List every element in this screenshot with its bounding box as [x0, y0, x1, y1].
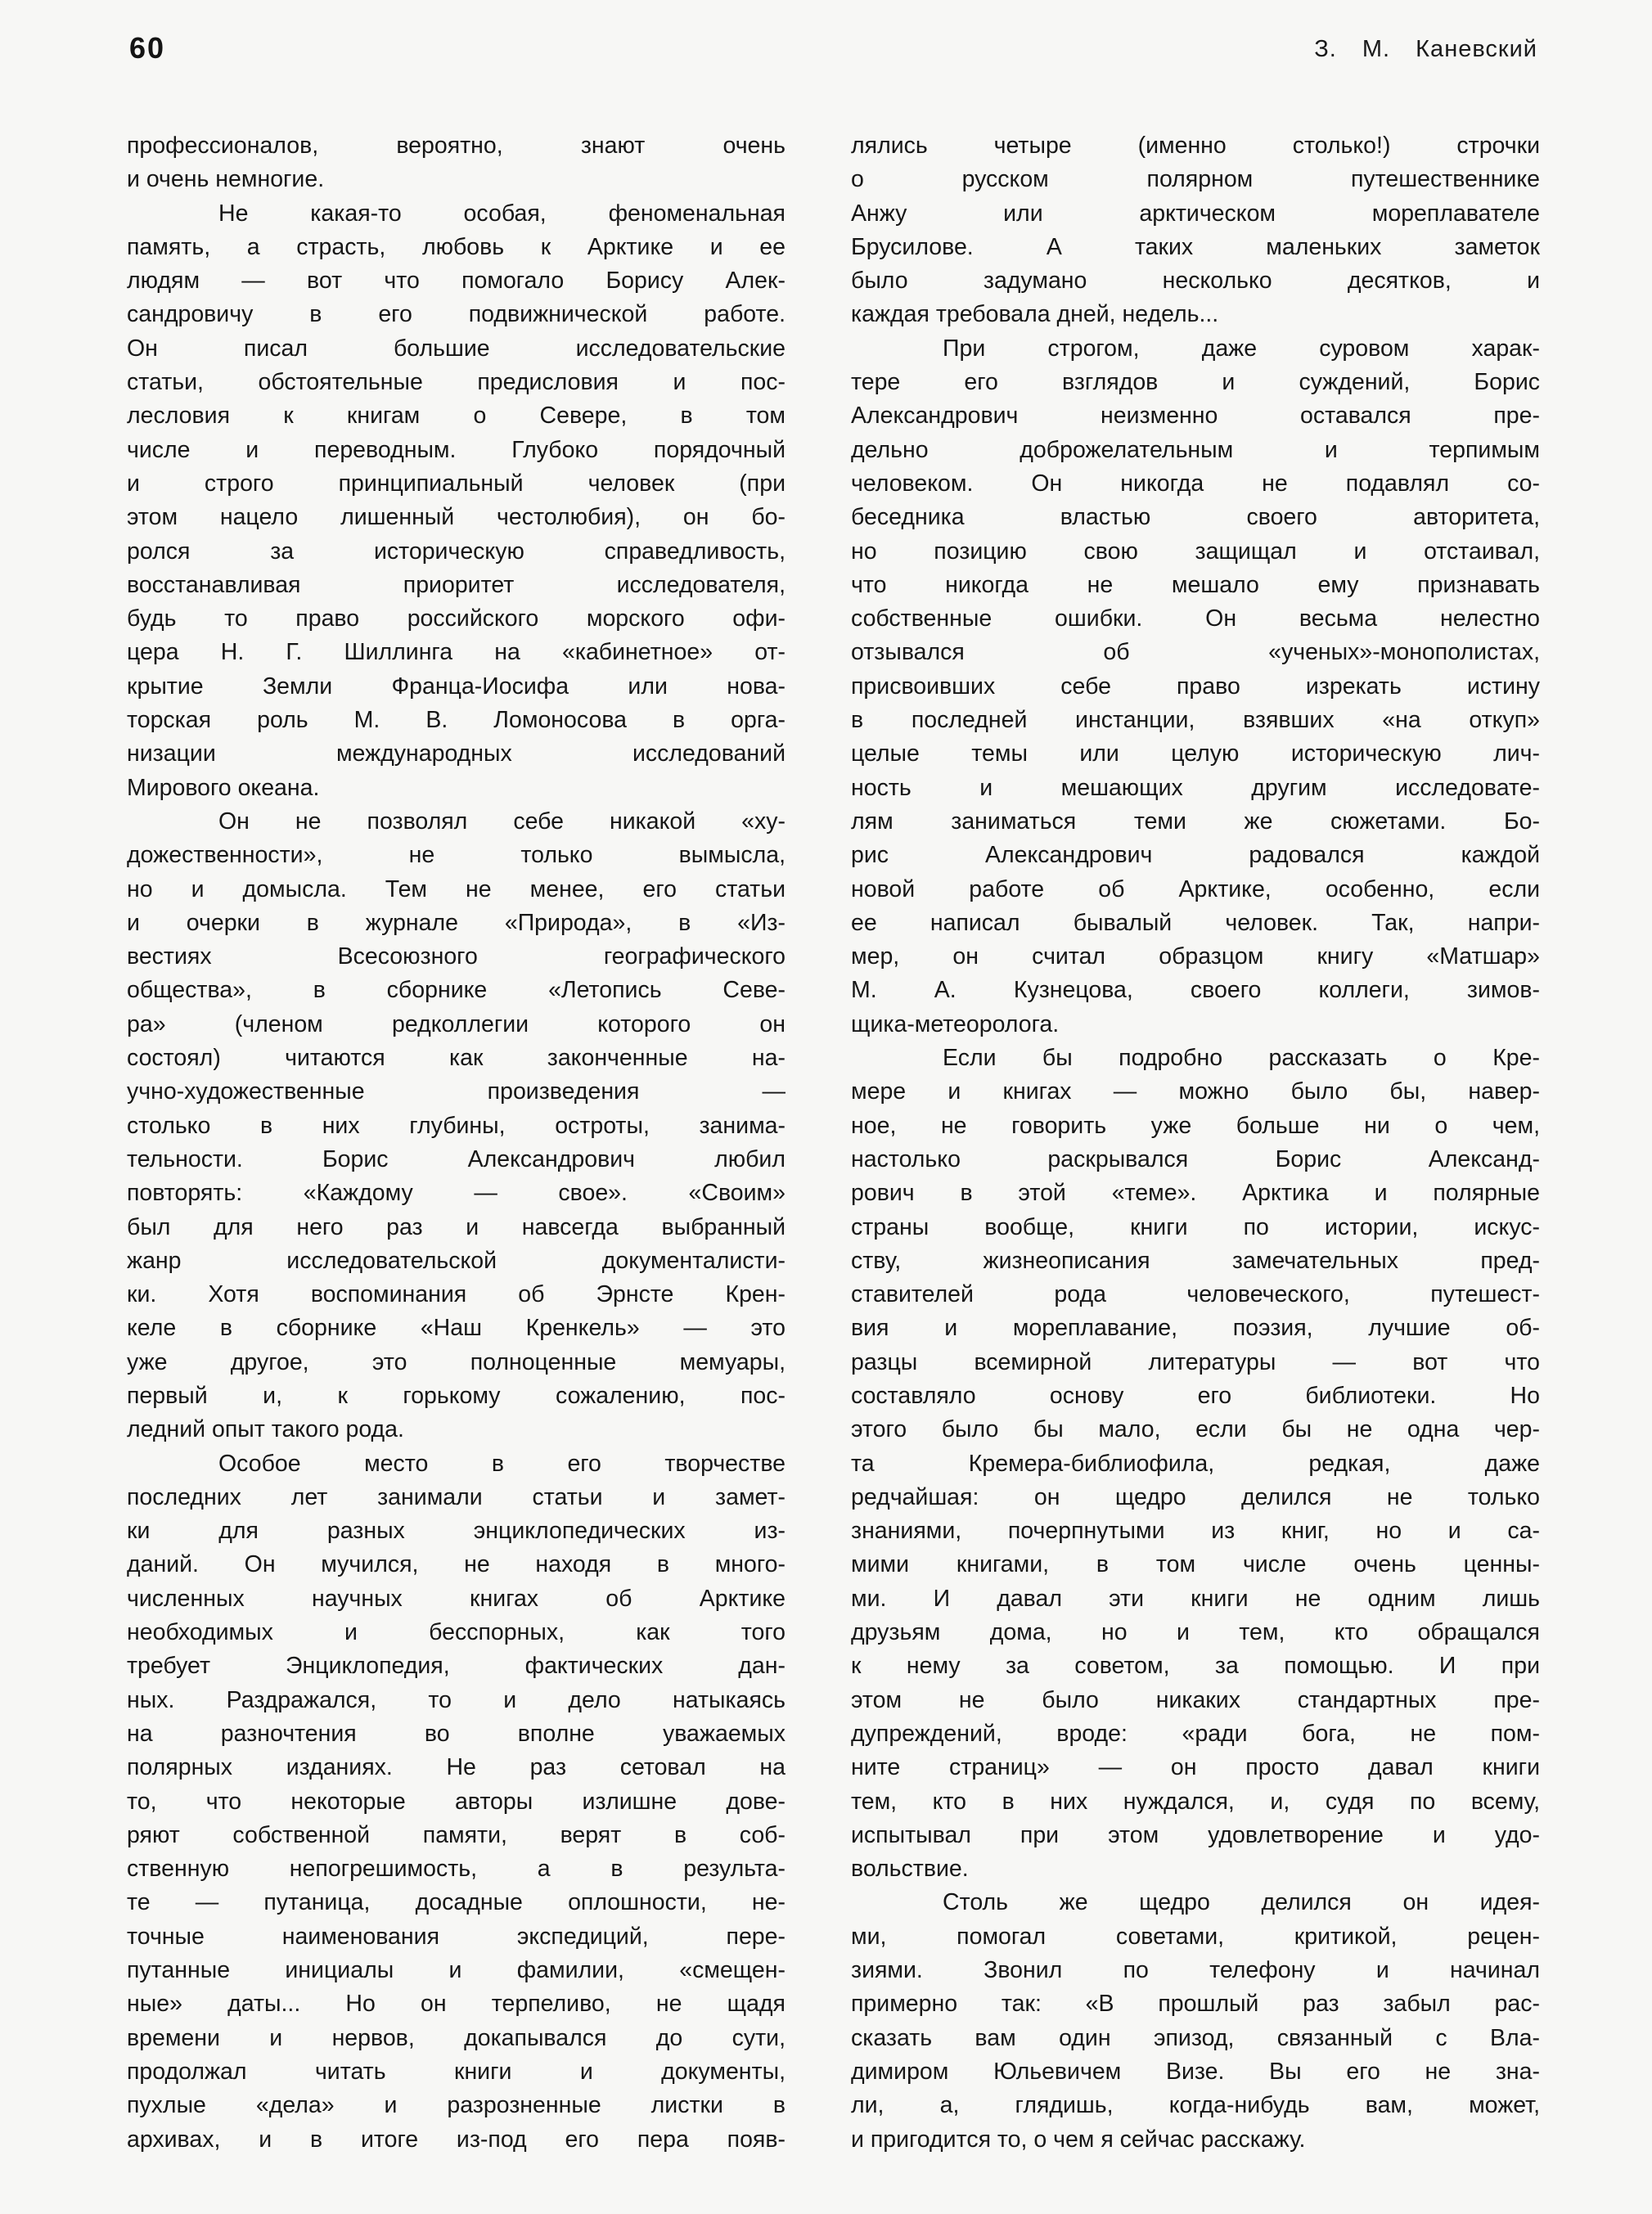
text-line: человеком. Он никогда не подавлял со-: [851, 470, 1540, 497]
page-number: 60: [129, 31, 166, 65]
text-line: редчайшая: он щедро делился не только: [851, 1483, 1540, 1510]
text-line: друзьям дома, но и тем, кто обращался: [851, 1619, 1540, 1646]
text-line: но позицию свою защищал и отстаивал,: [851, 538, 1540, 565]
text-line: но и домысла. Тем не менее, его статьи: [127, 875, 785, 902]
text-line: вестиях Всесоюзного географического: [127, 943, 785, 970]
text-line: мере и книгах — можно было бы, навер-: [851, 1078, 1540, 1105]
text-line: было задумано несколько десятков, и: [851, 268, 1540, 295]
text-line: Он писал большие исследовательские: [127, 335, 785, 362]
text-line: лесловия к книгам о Севере, в том: [127, 403, 785, 430]
text-line: о русском полярном путешественнике: [851, 166, 1540, 193]
text-line: новой работе об Арктике, особенно, если: [851, 875, 1540, 902]
text-line: ми. И давал эти книги не одним лишь: [851, 1585, 1540, 1612]
text-line: необходимых и бесспорных, как того: [127, 1619, 785, 1646]
text-line: тем, кто в них нуждался, и, судя по всему,: [851, 1788, 1540, 1815]
text-line: учно-художественные произведения —: [127, 1078, 785, 1105]
text-line: и очень немногие.: [127, 166, 325, 193]
text-line: ственную непогрешимость, а в результа-: [127, 1856, 785, 1883]
text-line: был для него раз и навсегда выбранный: [127, 1213, 785, 1240]
text-line: людям — вот что помогало Борису Алек-: [127, 268, 785, 295]
text-line: ее написал бывалый человек. Так, напри-: [851, 909, 1540, 936]
text-line: составляло основу его библиотеки. Но: [851, 1382, 1540, 1409]
text-line: ность и мешающих другим исследовате-: [851, 774, 1540, 801]
text-line: настолько раскрывался Борис Александ-: [851, 1145, 1540, 1172]
text-line: ледний опыт такого рода.: [127, 1416, 404, 1443]
text-line: присвоивших себе право изрекать истину: [851, 673, 1540, 700]
text-line: ки. Хотя воспоминания об Эрнсте Крен-: [127, 1281, 785, 1308]
text-line: рович в этой «теме». Арктика и полярные: [851, 1180, 1540, 1207]
text-line: состоял) читаются как законченные на-: [127, 1045, 785, 1072]
text-line: требует Энциклопедия, фактических дан-: [127, 1653, 785, 1680]
text-line: крытие Земли Франца-Иосифа или нова-: [127, 673, 785, 700]
running-head: З. М. Каневский: [1314, 36, 1537, 62]
text-line: вольствие.: [851, 1856, 969, 1883]
text-line: что никогда не мешало ему признавать: [851, 571, 1540, 598]
text-line: путанные инициалы и фамилии, «смещен-: [127, 1957, 785, 1984]
text-line: целые темы или целую историческую лич-: [851, 740, 1540, 767]
text-line: числе и переводным. Глубоко порядочный: [127, 436, 785, 463]
text-line: первый и, к горькому сожалению, пос-: [127, 1382, 785, 1409]
text-line: каждая требовала дней, недель...: [851, 301, 1219, 328]
text-line: зиями. Звонил по телефону и начинал: [851, 1957, 1540, 1984]
text-line: дупреждений, вроде: «ради бога, не пом-: [851, 1720, 1540, 1747]
text-line: низации международных исследований: [127, 740, 785, 767]
text-line: ставителей рода человеческого, путешест-: [851, 1281, 1540, 1308]
text-line: ных. Раздражался, то и дело натыкаясь: [127, 1686, 785, 1713]
text-line: уже другое, это полноценные мемуары,: [127, 1348, 785, 1375]
text-line: продолжал читать книги и документы,: [127, 2058, 785, 2085]
text-line: и строго принципиальный человек (при: [127, 470, 785, 497]
text-line: общества», в сборнике «Летопись Севе-: [127, 977, 785, 1004]
text-line: сказать вам один эпизод, связанный с Вла-: [851, 2024, 1540, 2051]
text-line: Александрович неизменно оставался пре-: [851, 403, 1540, 430]
text-line: дельно доброжелательным и терпимым: [851, 436, 1540, 463]
text-line: последних лет занимали статьи и замет-: [127, 1483, 785, 1510]
text-line: ные» даты... Но он терпеливо, не щадя: [127, 1991, 785, 2018]
text-line: архивах, и в итоге из-под его пера появ-: [127, 2126, 785, 2153]
text-line: ролся за историческую справедливость,: [127, 538, 785, 565]
text-line: ли, а, глядишь, когда-нибудь вам, может,: [851, 2092, 1540, 2119]
text-line: Он не позволял себе никакой «ху-: [218, 808, 785, 835]
text-line: страны вообще, книги по истории, искус-: [851, 1213, 1540, 1240]
text-line: времени и нервов, докапывался до сути,: [127, 2024, 785, 2051]
text-line: димиром Юльевичем Визе. Вы его не зна-: [851, 2058, 1540, 2085]
text-line: те — путаница, досадные оплошности, не-: [127, 1889, 785, 1916]
text-line: сандровичу в его подвижнической работе.: [127, 301, 785, 328]
text-line: на разночтения во вполне уважаемых: [127, 1720, 785, 1747]
text-line: будь то право российского морского офи-: [127, 605, 785, 632]
text-line: Столь же щедро делился он идея-: [943, 1889, 1540, 1916]
text-line: келе в сборнике «Наш Кренкель» — это: [127, 1315, 785, 1342]
text-line: Анжу или арктическом мореплавателе: [851, 200, 1540, 227]
text-line: ра» (членом редколлегии которого он: [127, 1010, 785, 1037]
text-line: этом нацело лишенный честолюбия), он бо-: [127, 504, 785, 531]
text-line: та Кремера-библиофила, редкая, даже: [851, 1450, 1540, 1477]
text-column-right: [851, 129, 1540, 2157]
text-line: Если бы подробно рассказать о Кре-: [943, 1045, 1540, 1072]
text-line: мер, он считал образцом книгу «Матшар»: [851, 943, 1540, 970]
text-line: полярных изданиях. Не раз сетовал на: [127, 1754, 785, 1781]
text-line: численных научных книгах об Арктике: [127, 1585, 785, 1612]
text-line: ните страниц» — он просто давал книги: [851, 1754, 1540, 1781]
text-line: столько в них глубины, остроты, занима-: [127, 1112, 785, 1139]
text-line: к нему за советом, за помощью. И при: [851, 1653, 1540, 1680]
text-line: испытывал при этом удовлетворение и удо-: [851, 1821, 1540, 1848]
text-line: тельности. Борис Александрович любил: [127, 1145, 785, 1172]
text-line: Брусилове. А таких маленьких заметок: [851, 233, 1540, 260]
text-line: Не какая-то особая, феноменальная: [218, 200, 785, 227]
text-line: жанр исследовательской документалисти-: [127, 1247, 785, 1274]
text-line: ству, жизнеописания замечательных пред-: [851, 1247, 1540, 1274]
text-line: ми, помогал советами, критикой, рецен-: [851, 1923, 1540, 1950]
text-line: вия и мореплавание, поэзия, лучшие об-: [851, 1315, 1540, 1342]
text-line: профессионалов, вероятно, знают очень: [127, 133, 785, 159]
text-line: дожественности», не только вымысла,: [127, 842, 785, 869]
text-line: этого было бы мало, если бы не одна чер-: [851, 1416, 1540, 1443]
text-line: статьи, обстоятельные предисловия и пос-: [127, 369, 785, 396]
text-line: цера Н. Г. Шиллинга на «кабинетное» от-: [127, 639, 785, 666]
text-line: ряют собственной памяти, верят в соб-: [127, 1821, 785, 1848]
text-line: память, а страсть, любовь к Арктике и ее: [127, 233, 785, 260]
text-line: этом не было никаких стандартных пре-: [851, 1686, 1540, 1713]
text-line: знаниями, почерпнутыми из книг, но и са-: [851, 1518, 1540, 1545]
text-line: Особое место в его творчестве: [218, 1450, 785, 1477]
text-line: торская роль М. В. Ломоносова в орга-: [127, 707, 785, 734]
text-column-left: [127, 129, 785, 2157]
text-line: ное, не говорить уже больше ни о чем,: [851, 1112, 1540, 1139]
text-line: и пригодится то, о чем я сейчас расскажу.: [851, 2126, 1306, 2153]
text-line: При строгом, даже суровом харак-: [943, 335, 1540, 362]
text-line: беседника властью своего авторитета,: [851, 504, 1540, 531]
text-line: повторять: «Каждому — свое». «Своим»: [127, 1180, 785, 1207]
text-line: М. А. Кузнецова, своего коллеги, зимов-: [851, 977, 1540, 1004]
text-line: пухлые «дела» и разрозненные листки в: [127, 2092, 785, 2119]
text-line: рис Александрович радовался каждой: [851, 842, 1540, 869]
text-line: собственные ошибки. Он весьма нелестно: [851, 605, 1540, 632]
text-line: Мирового океана.: [127, 774, 320, 801]
text-line: ки для разных энциклопедических из-: [127, 1518, 785, 1545]
text-line: то, что некоторые авторы излишне дове-: [127, 1788, 785, 1815]
text-line: лялись четыре (именно столько!) строчки: [851, 133, 1540, 159]
text-line: отзывался об «ученых»-монополистах,: [851, 639, 1540, 666]
text-line: в последней инстанции, взявших «на откуп»: [851, 707, 1540, 734]
text-line: даний. Он мучился, не находя в много-: [127, 1551, 785, 1578]
text-line: разцы всемирной литературы — вот что: [851, 1348, 1540, 1375]
text-line: лям заниматься теми же сюжетами. Бо-: [851, 808, 1540, 835]
text-line: щика-метеоролога.: [851, 1010, 1060, 1037]
text-line: восстанавливая приоритет исследователя,: [127, 571, 785, 598]
text-line: и очерки в журнале «Природа», в «Из-: [127, 909, 785, 936]
text-line: примерно так: «В прошлый раз забыл рас-: [851, 1991, 1540, 2018]
text-line: тере его взглядов и суждений, Борис: [851, 369, 1540, 396]
text-line: точные наименования экспедиций, пере-: [127, 1923, 785, 1950]
text-line: мими книгами, в том числе очень ценны-: [851, 1551, 1540, 1578]
